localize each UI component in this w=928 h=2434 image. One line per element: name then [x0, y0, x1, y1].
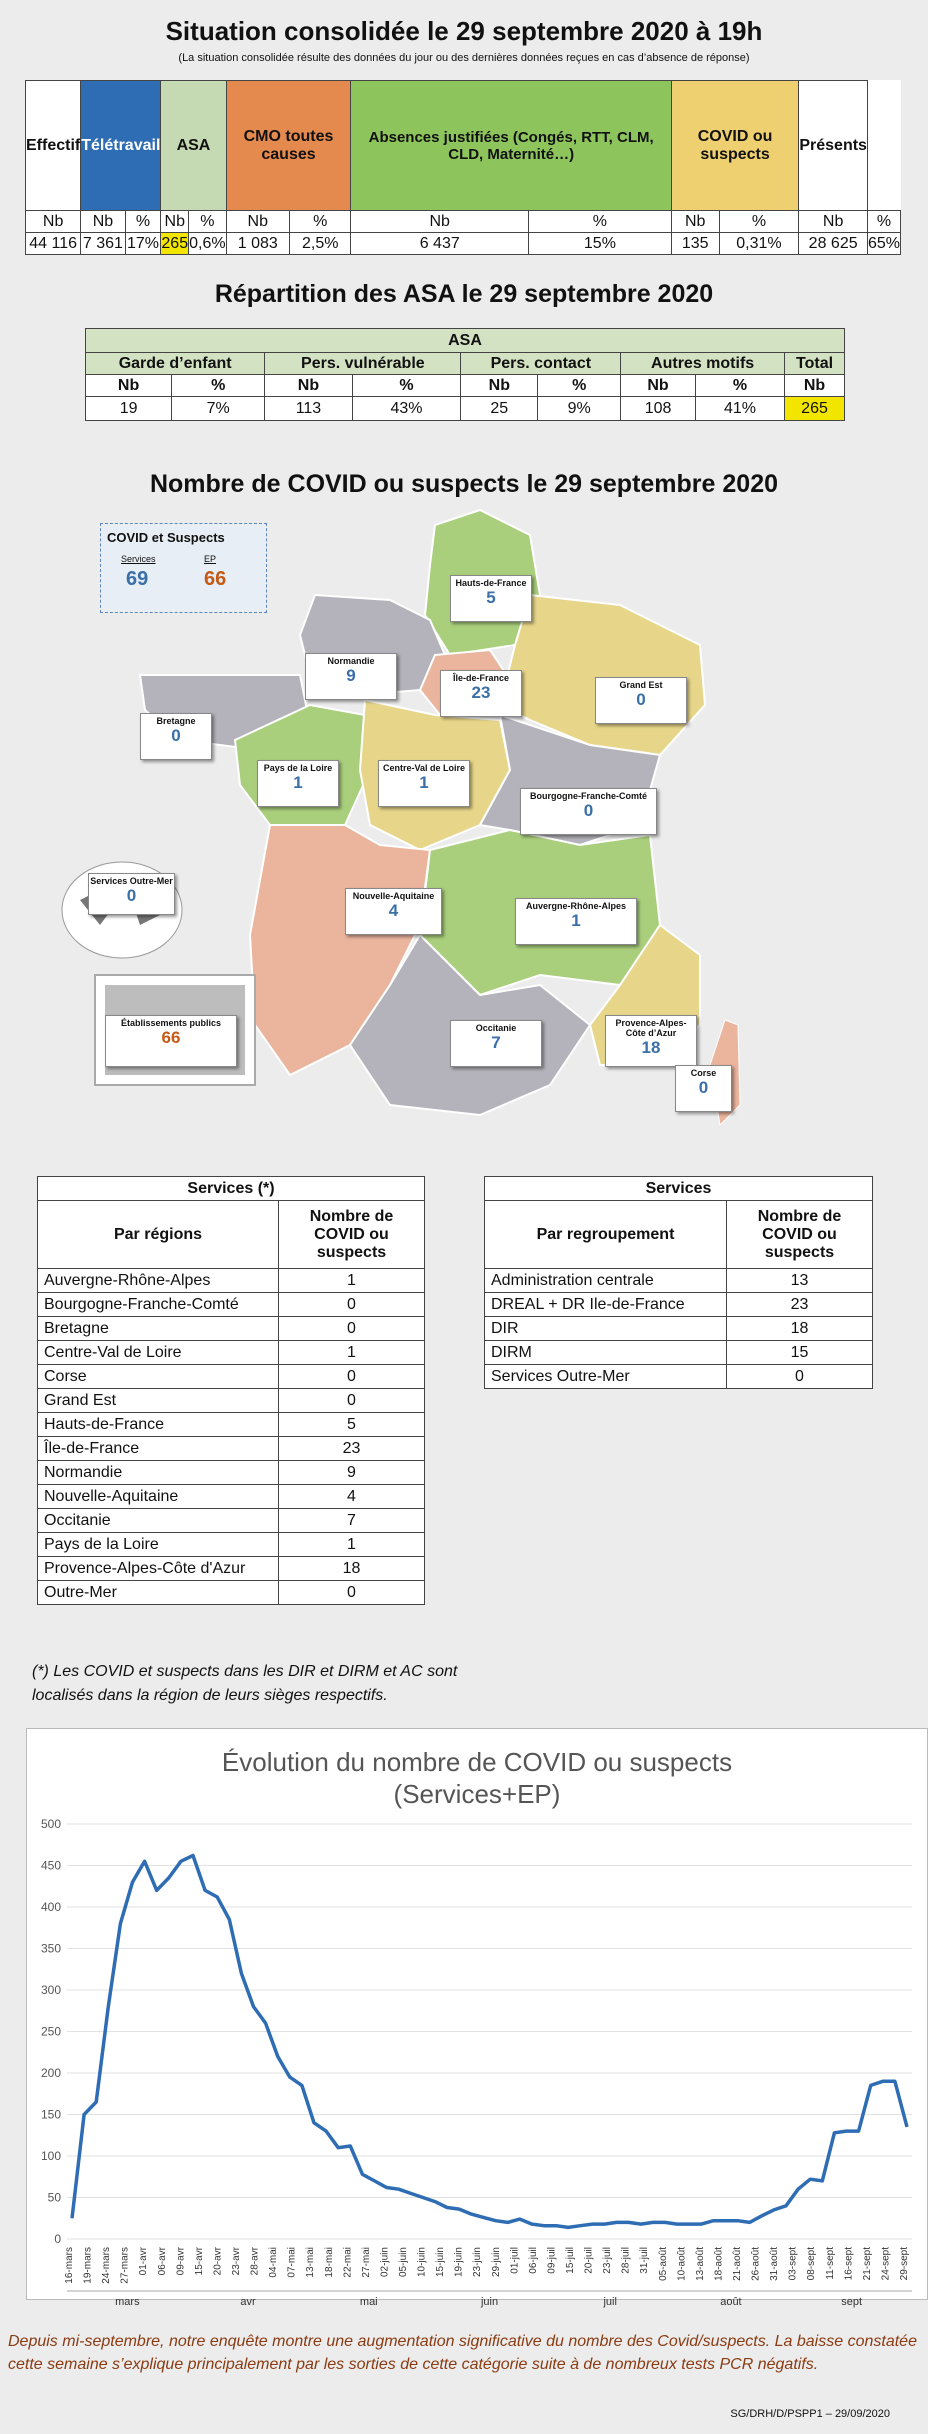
x-tick-label: 09-juil	[546, 2247, 558, 2274]
main-col-header-3: CMO toutes causes	[226, 81, 351, 211]
region-label	[515, 898, 637, 945]
region-name: Hauts-de-France	[455, 578, 527, 588]
main-subheader: %	[189, 211, 226, 233]
main-subheader: Nb	[81, 211, 125, 233]
region-value: 0	[698, 1078, 709, 1097]
region-value: 18	[641, 1038, 661, 1057]
table-row	[38, 1533, 425, 1557]
row-value: 1	[279, 1341, 425, 1365]
x-tick-label: 15-juil	[565, 2247, 576, 2274]
region-value: 7	[491, 1033, 501, 1052]
services-regions-title: Services (*)	[38, 1177, 425, 1201]
main-value: 44 116	[26, 233, 81, 255]
main-value: 6 437	[351, 233, 529, 255]
region-value: 1	[419, 773, 429, 792]
region-label	[440, 670, 522, 717]
region-value: 0	[636, 690, 646, 709]
services-groups-title: Services	[485, 1177, 873, 1201]
legend-services-label: Services	[121, 554, 156, 564]
main-subheader: Nb	[161, 211, 189, 233]
table-row	[38, 1557, 425, 1581]
row-label: Bourgogne-Franche-Comté	[38, 1293, 279, 1317]
row-value: 0	[279, 1581, 425, 1605]
y-tick-label: 300	[40, 1983, 61, 1997]
table-row	[38, 1509, 425, 1533]
row-label: Provence-Alpes-Côte d'Azur	[38, 1557, 279, 1581]
row-value: 18	[279, 1557, 425, 1581]
main-col-header-5: COVID ou suspects	[671, 81, 799, 211]
x-tick-label: 24-sept	[880, 2247, 892, 2281]
main-value: 7 361	[81, 233, 125, 255]
row-value: 9	[279, 1461, 425, 1485]
row-label: Bretagne	[38, 1317, 279, 1341]
main-value: 0,6%	[189, 233, 226, 255]
asa-value: 25	[461, 397, 538, 421]
region-name: Centre-Val de Loire	[382, 763, 466, 773]
y-tick-label: 500	[40, 1817, 61, 1831]
region-label	[305, 653, 397, 700]
region-label	[105, 1015, 237, 1067]
x-tick-label: 27-mars	[119, 2247, 131, 2284]
y-tick-label: 400	[40, 1900, 61, 1914]
x-tick-label: 24-mars	[101, 2247, 113, 2284]
region-label	[257, 760, 339, 807]
region-value: 0	[583, 801, 594, 820]
asa-value: 43%	[352, 397, 461, 421]
region-value: 1	[571, 911, 581, 930]
chart-title-line: (Services+EP)	[393, 1779, 561, 1809]
map-legend	[100, 523, 267, 613]
asa-group: Pers. contact	[461, 353, 621, 375]
region-name: Provence-Alpes-Côte d’Azur	[615, 1018, 687, 1038]
page-subtitle: (La situation consolidée résulte des données du jour ou des dernières données reçues en cas d’absence de réponse)	[178, 52, 750, 64]
x-tick-label: 15-juin	[435, 2247, 447, 2278]
row-value: 0	[279, 1389, 425, 1413]
month-label: mai	[359, 2296, 378, 2308]
table-row	[38, 1461, 425, 1485]
x-tick-label: 15-avr	[193, 2247, 205, 2276]
main-col-header-2: ASA	[161, 81, 226, 211]
x-tick-label: 19-juin	[453, 2247, 465, 2278]
page-title: Situation consolidée le 29 septembre 2020 à 19h	[165, 16, 763, 46]
x-tick-label: 22-mai	[342, 2247, 354, 2278]
region-value: 0	[171, 726, 181, 745]
main-subheader: Nb	[26, 211, 81, 233]
main-value: 265	[161, 233, 189, 255]
x-tick-label: 16-mars	[64, 2247, 75, 2284]
table-row	[38, 1389, 425, 1413]
table-row	[38, 1581, 425, 1605]
row-value: 7	[279, 1509, 425, 1533]
y-tick-label: 50	[47, 2190, 61, 2205]
asa-header: ASA	[86, 329, 845, 353]
row-value: 1	[279, 1269, 425, 1293]
asa-title: Répartition des ASA le 29 septembre 2020	[214, 280, 714, 308]
row-value: 5	[279, 1413, 425, 1437]
table-row	[38, 1365, 425, 1389]
region-value: 5	[486, 588, 496, 607]
x-tick-label: 26-août	[750, 2247, 762, 2281]
services-regions-col1: Par régions	[38, 1201, 279, 1269]
main-value: 1 083	[226, 233, 289, 255]
x-tick-label: 01-avr	[138, 2247, 150, 2276]
x-tick-label: 20-juil	[583, 2247, 595, 2274]
y-tick-label: 200	[40, 2066, 61, 2080]
row-label: DIR	[485, 1317, 727, 1341]
main-col-header-6: Présents	[799, 81, 868, 211]
x-tick-label: 06-avr	[156, 2247, 168, 2276]
row-value: 0	[279, 1293, 425, 1317]
region-label	[378, 760, 470, 807]
main-value: 15%	[528, 233, 671, 255]
main-col-header-1: Télétravail	[81, 81, 161, 211]
main-subheader: %	[719, 211, 799, 233]
x-tick-label: 16-sept	[843, 2247, 855, 2281]
main-value: 65%	[867, 233, 900, 255]
asa-subheader: Nb	[461, 375, 538, 397]
asa-subheader: Nb	[265, 375, 352, 397]
row-value: 15	[727, 1341, 873, 1365]
row-label: Auvergne-Rhône-Alpes	[38, 1269, 279, 1293]
x-tick-label: 04-mai	[268, 2247, 280, 2278]
asa-subheader: %	[172, 375, 265, 397]
asa-subheader: %	[352, 375, 461, 397]
main-subheader: Nb	[671, 211, 719, 233]
main-subheader: %	[290, 211, 351, 233]
asa-value: 7%	[172, 397, 265, 421]
evolution-chart-svg	[27, 1729, 927, 2308]
region-value: 66	[161, 1028, 181, 1047]
x-tick-label: 18-mai	[323, 2247, 335, 2278]
table-row	[485, 1317, 873, 1341]
y-tick-label: 250	[40, 2024, 61, 2039]
x-tick-label: 31-août	[769, 2247, 781, 2281]
footnote: (*) Les COVID et suspects dans les DIR et DIRM et AC sont localisés dans la région de leurs sièges respectifs.	[32, 1663, 458, 1704]
table-row	[485, 1341, 873, 1365]
region-label	[605, 1015, 697, 1067]
region-name: Services Outre-Mer	[90, 876, 173, 886]
x-tick-label: 18-août	[713, 2247, 725, 2281]
asa-subheader: Nb	[86, 375, 172, 397]
month-label: juin	[480, 2296, 499, 2308]
bottom-note: Depuis mi-septembre, notre enquête montre une augmentation significative du nombre des Covid/suspects. La baisse constatée cette semaine s’explique principalement par les sorties de cette catégorie suite à de nombreux tests PCR négatifs.	[8, 2333, 917, 2373]
y-tick-label: 100	[40, 2149, 61, 2163]
table-row	[38, 1293, 425, 1317]
region-name: Pays de la Loire	[263, 763, 333, 773]
x-tick-label: 20-avr	[212, 2247, 224, 2276]
x-tick-label: 09-avr	[175, 2247, 187, 2276]
row-label: Administration centrale	[485, 1269, 727, 1293]
main-value: 28 625	[799, 233, 868, 255]
row-label: Pays de la Loire	[38, 1533, 279, 1557]
x-tick-label: 23-avr	[231, 2247, 242, 2276]
asa-value: 9%	[538, 397, 621, 421]
asa-subheader: Nb	[785, 375, 845, 397]
main-subheader: Nb	[226, 211, 289, 233]
region-name: Grand Est	[619, 680, 663, 690]
evolution-chart	[26, 1728, 928, 2308]
x-tick-label: 19-mars	[82, 2247, 94, 2284]
services-regions-col2: Nombre de COVID ou suspects	[279, 1201, 425, 1269]
main-col-header-0: Effectif	[26, 81, 81, 211]
main-subheader: %	[125, 211, 161, 233]
x-tick-label: 03-sept	[787, 2247, 799, 2281]
row-label: Nouvelle-Aquitaine	[38, 1485, 279, 1509]
x-tick-label: 13-mai	[305, 2247, 317, 2278]
region-label	[140, 713, 212, 760]
x-tick-label: 21-août	[732, 2247, 743, 2281]
row-value: 23	[727, 1293, 873, 1317]
region-label	[88, 873, 175, 915]
row-value: 1	[279, 1533, 425, 1557]
y-tick-label: 150	[40, 2107, 61, 2122]
region-label	[345, 888, 442, 935]
x-tick-label: 07-mai	[286, 2247, 298, 2278]
row-value: 0	[279, 1317, 425, 1341]
y-tick-label: 0	[54, 2232, 61, 2246]
situation-table	[25, 80, 901, 255]
services-groups-col1: Par regroupement	[485, 1201, 727, 1269]
main-value: 135	[671, 233, 719, 255]
x-tick-label: 10-juin	[416, 2247, 428, 2278]
main-subheader: %	[867, 211, 900, 233]
row-label: Normandie	[38, 1461, 279, 1485]
asa-group: Total	[785, 353, 845, 375]
services-regions-table	[37, 1176, 425, 1605]
services-groups-col2: Nombre de COVID ou suspects	[727, 1201, 873, 1269]
month-label: sept	[841, 2296, 863, 2308]
table-row	[38, 1485, 425, 1509]
asa-group: Autres motifs	[621, 353, 785, 375]
region-name: Auvergne-Rhône-Alpes	[525, 901, 626, 911]
row-value: 0	[279, 1365, 425, 1389]
x-tick-label: 02-juin	[379, 2247, 391, 2278]
asa-group: Pers. vulnérable	[265, 353, 461, 375]
x-tick-label: 13-août	[694, 2247, 706, 2281]
region-value: 0	[126, 886, 137, 905]
region-label	[675, 1065, 732, 1112]
region-name: Corse	[690, 1068, 717, 1078]
month-label: juil	[603, 2296, 617, 2308]
x-tick-label: 23-juil	[602, 2247, 614, 2274]
y-tick-label: 350	[40, 1941, 61, 1956]
row-label: DIRM	[485, 1341, 727, 1365]
main-col-header-4: Absences justifiées (Congés, RTT, CLM, CLD, Maternité…)	[351, 81, 671, 211]
table-row	[38, 1437, 425, 1461]
region-name: Île-de-France	[452, 673, 510, 683]
x-tick-label: 06-juil	[527, 2247, 539, 2274]
asa-group: Garde d’enfant	[86, 353, 265, 375]
main-subheader: Nb	[799, 211, 868, 233]
x-tick-label: 21-sept	[861, 2247, 873, 2281]
asa-subheader: %	[538, 375, 621, 397]
x-tick-label: 23-juin	[472, 2247, 484, 2278]
region-name: Nouvelle-Aquitaine	[352, 891, 435, 901]
asa-value: 113	[265, 397, 352, 421]
main-value: 17%	[125, 233, 161, 255]
region-label	[595, 677, 687, 724]
region-name: Établissements publics	[120, 1018, 222, 1028]
x-tick-label: 27-mai	[360, 2247, 372, 2278]
region-name: Normandie	[327, 656, 375, 666]
asa-subheader: Nb	[621, 375, 696, 397]
table-row	[38, 1341, 425, 1365]
row-value: 0	[727, 1365, 873, 1389]
region-label	[520, 788, 657, 835]
table-row	[485, 1365, 873, 1389]
main-value: 0,31%	[719, 233, 799, 255]
main-value: 2,5%	[290, 233, 351, 255]
chart-title-line: Évolution du nombre de COVID ou suspects	[221, 1747, 733, 1777]
x-tick-label: 05-juin	[398, 2247, 409, 2278]
legend-services-value: 69	[126, 568, 149, 590]
region-value: 4	[388, 901, 399, 920]
table-row	[38, 1317, 425, 1341]
region-label	[450, 1020, 542, 1067]
row-label: Services Outre-Mer	[485, 1365, 727, 1389]
asa-value: 19	[86, 397, 172, 421]
region-name: Bretagne	[156, 716, 196, 726]
x-tick-label: 31-juil	[639, 2247, 651, 2274]
row-label: Outre-Mer	[38, 1581, 279, 1605]
row-label: Centre-Val de Loire	[38, 1341, 279, 1365]
region-value: 9	[346, 666, 356, 685]
table-row	[38, 1413, 425, 1437]
month-label: avr	[240, 2296, 256, 2308]
asa-value: 265	[785, 397, 845, 421]
region-value: 23	[471, 683, 491, 702]
asa-value: 41%	[695, 397, 784, 421]
region-name: Occitanie	[475, 1023, 517, 1033]
main-subheader: Nb	[351, 211, 529, 233]
row-value: 13	[727, 1269, 873, 1293]
region-name: Bourgogne-Franche-Comté	[530, 791, 647, 801]
services-groups-table	[484, 1176, 873, 1389]
x-tick-label: 28-avr	[249, 2247, 261, 2276]
asa-table	[85, 328, 845, 421]
month-label: mars	[115, 2296, 140, 2308]
region-label	[450, 575, 532, 622]
table-row	[38, 1269, 425, 1293]
legend-ep-value: 66	[204, 568, 227, 590]
x-tick-label: 29-juin	[490, 2247, 502, 2278]
row-label: Hauts-de-France	[38, 1413, 279, 1437]
x-tick-label: 10-août	[676, 2247, 688, 2281]
main-subheader: %	[528, 211, 671, 233]
row-label: DREAL + DR Ile-de-France	[485, 1293, 727, 1317]
table-row	[485, 1269, 873, 1293]
row-label: Corse	[38, 1365, 279, 1389]
x-tick-label: 11-sept	[824, 2247, 836, 2280]
row-label: Grand Est	[38, 1389, 279, 1413]
france-map	[60, 505, 740, 1150]
series-line	[72, 1856, 907, 2228]
signature: SG/DRH/D/PSPP1 – 29/09/2020	[730, 2408, 890, 2420]
region-value: 1	[293, 773, 303, 792]
row-label: Île-de-France	[38, 1437, 279, 1461]
row-label: Occitanie	[38, 1509, 279, 1533]
x-tick-label: 28-juil	[620, 2247, 632, 2274]
x-tick-label: 05-août	[657, 2247, 669, 2281]
x-tick-label: 01-juil	[509, 2247, 521, 2274]
row-value: 23	[279, 1437, 425, 1461]
map-title: Nombre de COVID ou suspects le 29 septembre 2020	[149, 470, 778, 498]
legend-ep-label: EP	[204, 554, 217, 564]
row-value: 4	[279, 1485, 425, 1509]
legend-title: COVID et Suspects	[107, 530, 225, 545]
table-row	[485, 1293, 873, 1317]
asa-subheader: %	[695, 375, 784, 397]
x-tick-label: 29-sept	[899, 2247, 910, 2281]
y-tick-label: 450	[40, 1858, 61, 1873]
row-value: 18	[727, 1317, 873, 1341]
month-label: août	[720, 2296, 742, 2308]
x-tick-label: 08-sept	[806, 2247, 818, 2281]
asa-value: 108	[621, 397, 696, 421]
